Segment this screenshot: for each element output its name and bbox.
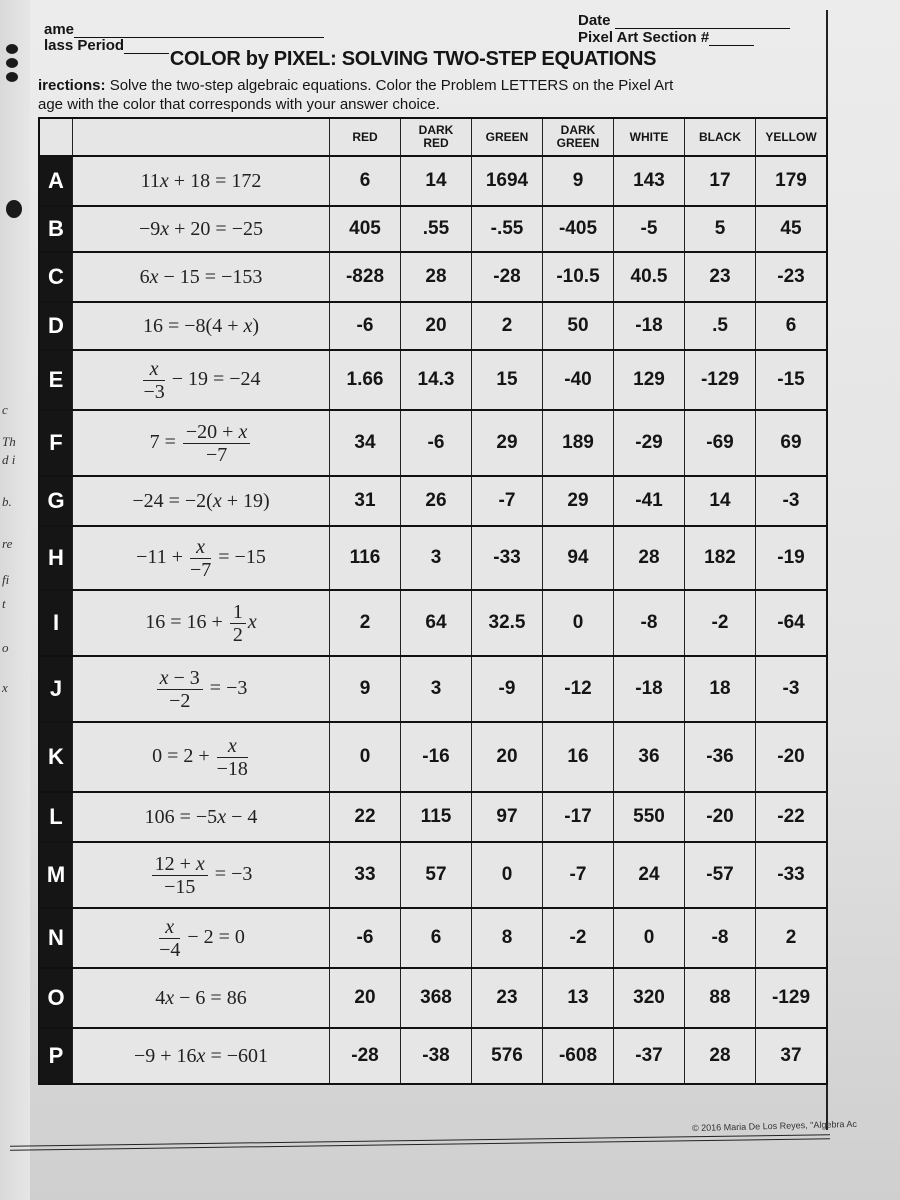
equation (73, 156, 330, 206)
answer-choice-black[interactable]: -129 (685, 350, 756, 410)
table-row (39, 476, 827, 526)
answer-choice-red[interactable]: -6 (330, 908, 401, 968)
problem-letter: B (39, 206, 73, 252)
equation-part: = −3 (204, 676, 248, 699)
answer-choice-white[interactable]: -37 (614, 1028, 685, 1084)
denominator: −18 (216, 757, 248, 780)
equation-part: ) (252, 314, 260, 337)
answer-choice-dark-green[interactable]: -2 (543, 908, 614, 968)
answer-choice-dark-green[interactable]: 9 (543, 156, 614, 206)
answer-choice-green[interactable]: 576 (472, 1028, 543, 1084)
answer-choice-red[interactable]: -828 (330, 252, 401, 302)
table-row (39, 1028, 827, 1084)
answer-choice-green[interactable]: 2 (472, 302, 543, 350)
answer-choice-yellow[interactable]: -23 (756, 252, 828, 302)
table-row (39, 526, 827, 590)
answer-choice-red[interactable]: -28 (330, 1028, 401, 1084)
equation-part: 16 = 16 + (145, 610, 228, 633)
adjacent-page-edge (0, 0, 30, 1200)
answer-choice-black[interactable]: 17 (685, 156, 756, 206)
answer-choice-dark-red[interactable]: 3 (401, 526, 472, 590)
problem-letter: K (39, 722, 73, 792)
denominator: −7 (189, 558, 212, 581)
section-label: Pixel Art Section # (578, 29, 710, 46)
equation (73, 590, 330, 656)
equation (73, 252, 330, 302)
answer-choice-green[interactable]: 32.5 (472, 590, 543, 656)
numerator: x (143, 358, 164, 381)
answer-choice-dark-green[interactable]: 13 (543, 968, 614, 1028)
answer-choice-dark-red[interactable]: 64 (401, 590, 472, 656)
answer-choice-black[interactable]: -57 (685, 842, 756, 908)
table-row (39, 968, 827, 1028)
answer-choice-white[interactable]: 550 (614, 792, 685, 842)
answer-choice-yellow[interactable]: 69 (756, 410, 828, 476)
answer-choice-yellow[interactable]: -15 (756, 350, 828, 410)
equation-part: + 20 = −25 (169, 217, 263, 240)
answer-choice-green[interactable]: -33 (472, 526, 543, 590)
equation-part: 0 = 2 + (152, 744, 215, 767)
table-row (39, 792, 827, 842)
equation-header (73, 118, 330, 156)
problem-letter: D (39, 302, 73, 350)
answer-choice-yellow[interactable]: 179 (756, 156, 828, 206)
answer-choice-red[interactable]: 1.66 (330, 350, 401, 410)
answer-choice-white[interactable]: -5 (614, 206, 685, 252)
variable: x (159, 169, 169, 192)
answer-choice-black[interactable]: 23 (685, 252, 756, 302)
variable: x (160, 217, 170, 240)
answer-choice-black[interactable]: .5 (685, 302, 756, 350)
date-label: Date (578, 12, 611, 29)
answer-choice-black[interactable]: 18 (685, 656, 756, 722)
equation-part: 4 (155, 986, 166, 1009)
answer-choice-green[interactable]: -9 (472, 656, 543, 722)
answer-choice-dark-green[interactable]: -405 (543, 206, 614, 252)
copyright: © 2016 Maria De Los Reyes, "Algebra Ac (691, 1118, 858, 1134)
numerator: −20 + x (183, 421, 250, 444)
answer-choice-white[interactable]: 129 (614, 350, 685, 410)
denominator: −7 (205, 443, 228, 466)
answer-choice-red[interactable]: 34 (330, 410, 401, 476)
name-label: ame (44, 21, 75, 38)
fraction (157, 667, 203, 712)
margin-fragment: re (2, 536, 13, 551)
problem-letter: L (39, 792, 73, 842)
margin-fragment: fi (2, 572, 10, 587)
numerator: 1 (230, 601, 246, 624)
answer-choice-yellow[interactable]: -22 (756, 792, 828, 842)
answer-choice-red[interactable]: 2 (330, 590, 401, 656)
answer-choice-dark-green[interactable]: -12 (543, 656, 614, 722)
directions (38, 76, 818, 114)
color-header: WHITE (614, 118, 685, 156)
problem-letter: F (39, 410, 73, 476)
margin-fragment: o (2, 640, 9, 655)
fraction (230, 601, 246, 646)
equation-part: − 15 = −153 (158, 265, 263, 288)
answer-choice-yellow[interactable]: -64 (756, 590, 828, 656)
equation (73, 302, 330, 350)
equation-part: 106 = −5 (144, 805, 218, 828)
equation-part: − 19 = −24 (166, 367, 261, 390)
equation-part: − 2 = 0 (182, 925, 245, 948)
answer-choice-dark-red[interactable]: 115 (401, 792, 472, 842)
equation (73, 1028, 330, 1084)
answer-choice-black[interactable]: -69 (685, 410, 756, 476)
directions-text-2: age with the color that corresponds with your answer choice. (38, 96, 440, 113)
answer-choice-yellow[interactable]: -3 (756, 656, 828, 722)
answer-choice-black[interactable]: 28 (685, 1028, 756, 1084)
answer-choice-dark-red[interactable]: .55 (401, 206, 472, 252)
ink-blot-icon (6, 200, 22, 218)
answer-choice-yellow[interactable]: 45 (756, 206, 828, 252)
problem-letter: E (39, 350, 73, 410)
answer-choice-yellow[interactable]: 2 (756, 908, 828, 968)
equation-part: − 6 = 86 (174, 986, 247, 1009)
answer-choice-black[interactable]: -20 (685, 792, 756, 842)
answer-choice-red[interactable]: 20 (330, 968, 401, 1028)
answer-choice-dark-red[interactable]: -16 (401, 722, 472, 792)
table-row (39, 302, 827, 350)
letter-header (39, 118, 73, 156)
header-row (39, 118, 827, 156)
answer-choice-red[interactable]: 22 (330, 792, 401, 842)
answer-choice-red[interactable]: -6 (330, 302, 401, 350)
margin-fragment: Th (2, 434, 16, 449)
numerator: x (217, 735, 248, 758)
table-row (39, 656, 827, 722)
answer-choice-dark-red[interactable]: 26 (401, 476, 472, 526)
problem-letter: G (39, 476, 73, 526)
problem-letter: O (39, 968, 73, 1028)
answer-choice-yellow[interactable]: -129 (756, 968, 828, 1028)
equation-part: 6 (139, 265, 150, 288)
answer-choice-dark-green[interactable]: 50 (543, 302, 614, 350)
equation-part: −24 = −2( (132, 489, 213, 512)
denominator: −4 (159, 938, 181, 961)
equation (73, 842, 330, 908)
color-header: YELLOW (756, 118, 828, 156)
answer-choice-yellow[interactable]: -33 (756, 842, 828, 908)
variable: x (165, 986, 175, 1009)
answer-choice-green[interactable]: -7 (472, 476, 543, 526)
answer-choice-green[interactable]: -.55 (472, 206, 543, 252)
answer-choice-dark-red[interactable]: 14.3 (401, 350, 472, 410)
answer-choice-white[interactable]: 0 (614, 908, 685, 968)
answer-choice-white[interactable]: -18 (614, 656, 685, 722)
problem-letter: I (39, 590, 73, 656)
answer-choice-dark-red[interactable]: 3 (401, 656, 472, 722)
answer-choice-black[interactable]: -36 (685, 722, 756, 792)
numerator: x (190, 536, 211, 559)
name-field[interactable] (44, 21, 324, 38)
color-header: DARK GREEN (543, 118, 614, 156)
answer-choice-dark-red[interactable]: 368 (401, 968, 472, 1028)
equation (73, 206, 330, 252)
answer-choice-green[interactable]: 97 (472, 792, 543, 842)
answer-choice-dark-red[interactable]: -38 (401, 1028, 472, 1084)
problem-letter: P (39, 1028, 73, 1084)
problem-letter: M (39, 842, 73, 908)
answer-choice-dark-red[interactable]: -6 (401, 410, 472, 476)
color-header: BLACK (685, 118, 756, 156)
equation-part: −9 (138, 217, 161, 240)
equation (73, 350, 330, 410)
equation (73, 908, 330, 968)
answer-choice-dark-red[interactable]: 28 (401, 252, 472, 302)
equation-part: + 19) (221, 489, 270, 512)
color-header: RED (330, 118, 401, 156)
table-row (39, 590, 827, 656)
fraction (183, 421, 250, 466)
answer-choice-red[interactable]: 116 (330, 526, 401, 590)
answer-choice-white[interactable]: 143 (614, 156, 685, 206)
fraction (152, 853, 208, 898)
equation-part: 11 (140, 169, 160, 192)
equation-part: − 4 (226, 805, 258, 828)
answer-choice-dark-green[interactable]: 189 (543, 410, 614, 476)
directions-label: irections: (38, 77, 106, 94)
equation-part: + 18 = 172 (168, 169, 262, 192)
answer-choice-red[interactable]: 31 (330, 476, 401, 526)
answer-choice-yellow[interactable]: -19 (756, 526, 828, 590)
answer-choice-white[interactable]: 24 (614, 842, 685, 908)
denominator: −3 (143, 380, 165, 403)
equation (73, 792, 330, 842)
answer-choice-black[interactable]: 5 (685, 206, 756, 252)
equation-part: −11 + (136, 545, 188, 568)
equation (73, 476, 330, 526)
answer-choice-green[interactable]: -28 (472, 252, 543, 302)
equation-part: = −601 (205, 1044, 268, 1067)
date-field[interactable] (578, 12, 790, 29)
answer-choice-dark-green[interactable]: 29 (543, 476, 614, 526)
answer-choice-red[interactable]: 33 (330, 842, 401, 908)
directions-text-1: Solve the two-step algebraic equations. Color the Problem LETTERS on the Pixel Art (109, 77, 674, 94)
answer-choice-dark-red[interactable]: 6 (401, 908, 472, 968)
answer-choice-dark-red[interactable]: 57 (401, 842, 472, 908)
answer-choice-green[interactable]: 0 (472, 842, 543, 908)
answer-choice-dark-green[interactable]: -608 (543, 1028, 614, 1084)
fraction (190, 536, 211, 581)
answer-choice-green[interactable]: 20 (472, 722, 543, 792)
table-row (39, 842, 827, 908)
answer-choice-dark-green[interactable]: 0 (543, 590, 614, 656)
equation-part: 16 = −8(4 + (142, 314, 244, 337)
answer-choice-red[interactable]: 6 (330, 156, 401, 206)
equation (73, 722, 330, 792)
answer-choice-dark-red[interactable]: 14 (401, 156, 472, 206)
answer-choice-white[interactable]: 28 (614, 526, 685, 590)
answer-choice-black[interactable]: 182 (685, 526, 756, 590)
variable: x (149, 265, 159, 288)
section-field[interactable] (578, 29, 754, 46)
margin-fragment: c (2, 402, 8, 417)
equation-part: x (247, 610, 257, 633)
section-blank[interactable] (709, 45, 754, 46)
answer-choice-dark-green[interactable]: -10.5 (543, 252, 614, 302)
fraction (159, 916, 180, 961)
margin-fragment: d i (2, 452, 16, 467)
answer-choice-white[interactable]: 40.5 (614, 252, 685, 302)
answer-choice-black[interactable]: -2 (685, 590, 756, 656)
margin-fragment: t (2, 596, 6, 611)
answer-choice-dark-red[interactable]: 20 (401, 302, 472, 350)
numerator: x (159, 916, 180, 939)
margin-fragment: b. (2, 494, 12, 509)
answer-choice-white[interactable]: -41 (614, 476, 685, 526)
equation (73, 968, 330, 1028)
answer-choice-yellow[interactable]: -20 (756, 722, 828, 792)
bottom-rule (10, 1134, 830, 1150)
table-row (39, 156, 827, 206)
answer-choice-dark-green[interactable]: 94 (543, 526, 614, 590)
answer-choice-yellow[interactable]: -3 (756, 476, 828, 526)
table-row (39, 350, 827, 410)
fraction (143, 358, 164, 403)
answer-choice-white[interactable]: -29 (614, 410, 685, 476)
answer-choice-black[interactable]: -8 (685, 908, 756, 968)
answer-choice-dark-green[interactable]: 16 (543, 722, 614, 792)
table-row (39, 722, 827, 792)
answer-choice-red[interactable]: 0 (330, 722, 401, 792)
binder-hole-icon (6, 72, 18, 82)
variable: x (196, 1044, 206, 1067)
equation-part: −9 + 16 (133, 1044, 197, 1067)
equation-part: = −3 (209, 862, 253, 885)
answer-choice-red[interactable]: 9 (330, 656, 401, 722)
answer-choice-red[interactable]: 405 (330, 206, 401, 252)
answer-choice-dark-green[interactable]: -7 (543, 842, 614, 908)
equation-part: = −15 (213, 545, 266, 568)
answer-choice-white[interactable]: -8 (614, 590, 685, 656)
table-row (39, 206, 827, 252)
color-header: DARK RED (401, 118, 472, 156)
numerator: x − 3 (157, 667, 203, 690)
class-period-label: lass Period (44, 37, 125, 54)
answer-choice-white[interactable]: 320 (614, 968, 685, 1028)
answer-table (38, 117, 828, 1085)
answer-choice-white[interactable]: 36 (614, 722, 685, 792)
table-row (39, 252, 827, 302)
color-header: GREEN (472, 118, 543, 156)
equation (73, 526, 330, 590)
answer-choice-green[interactable]: 8 (472, 908, 543, 968)
equation (73, 410, 330, 476)
answer-choice-black[interactable]: 14 (685, 476, 756, 526)
denominator: −2 (169, 689, 191, 712)
page-title: COLOR by PIXEL: SOLVING TWO-STEP EQUATIONS (169, 48, 657, 70)
variable: x (217, 805, 227, 828)
answer-choice-black[interactable]: 88 (685, 968, 756, 1028)
fraction (217, 735, 248, 780)
answer-choice-yellow[interactable]: 6 (756, 302, 828, 350)
table-row (39, 410, 827, 476)
answer-choice-green[interactable]: 15 (472, 350, 543, 410)
answer-choice-yellow[interactable]: 37 (756, 1028, 828, 1084)
answer-choice-white[interactable]: -18 (614, 302, 685, 350)
problem-letter: C (39, 252, 73, 302)
denominator: 2 (232, 623, 243, 646)
margin-fragment: x (2, 680, 8, 695)
denominator: −15 (164, 875, 196, 898)
problem-letter: A (39, 156, 73, 206)
answer-choice-dark-green[interactable]: -17 (543, 792, 614, 842)
problem-letter: N (39, 908, 73, 968)
problem-letter: J (39, 656, 73, 722)
variable: x (212, 489, 222, 512)
table-row (39, 908, 827, 968)
answer-choice-green[interactable]: 1694 (472, 156, 543, 206)
variable: x (243, 314, 253, 337)
equation (73, 656, 330, 722)
answer-choice-dark-green[interactable]: -40 (543, 350, 614, 410)
answer-choice-green[interactable]: 29 (472, 410, 543, 476)
problem-letter: H (39, 526, 73, 590)
equation-part: 7 = (149, 430, 181, 453)
numerator: 12 + x (152, 853, 208, 876)
answer-choice-green[interactable]: 23 (472, 968, 543, 1028)
